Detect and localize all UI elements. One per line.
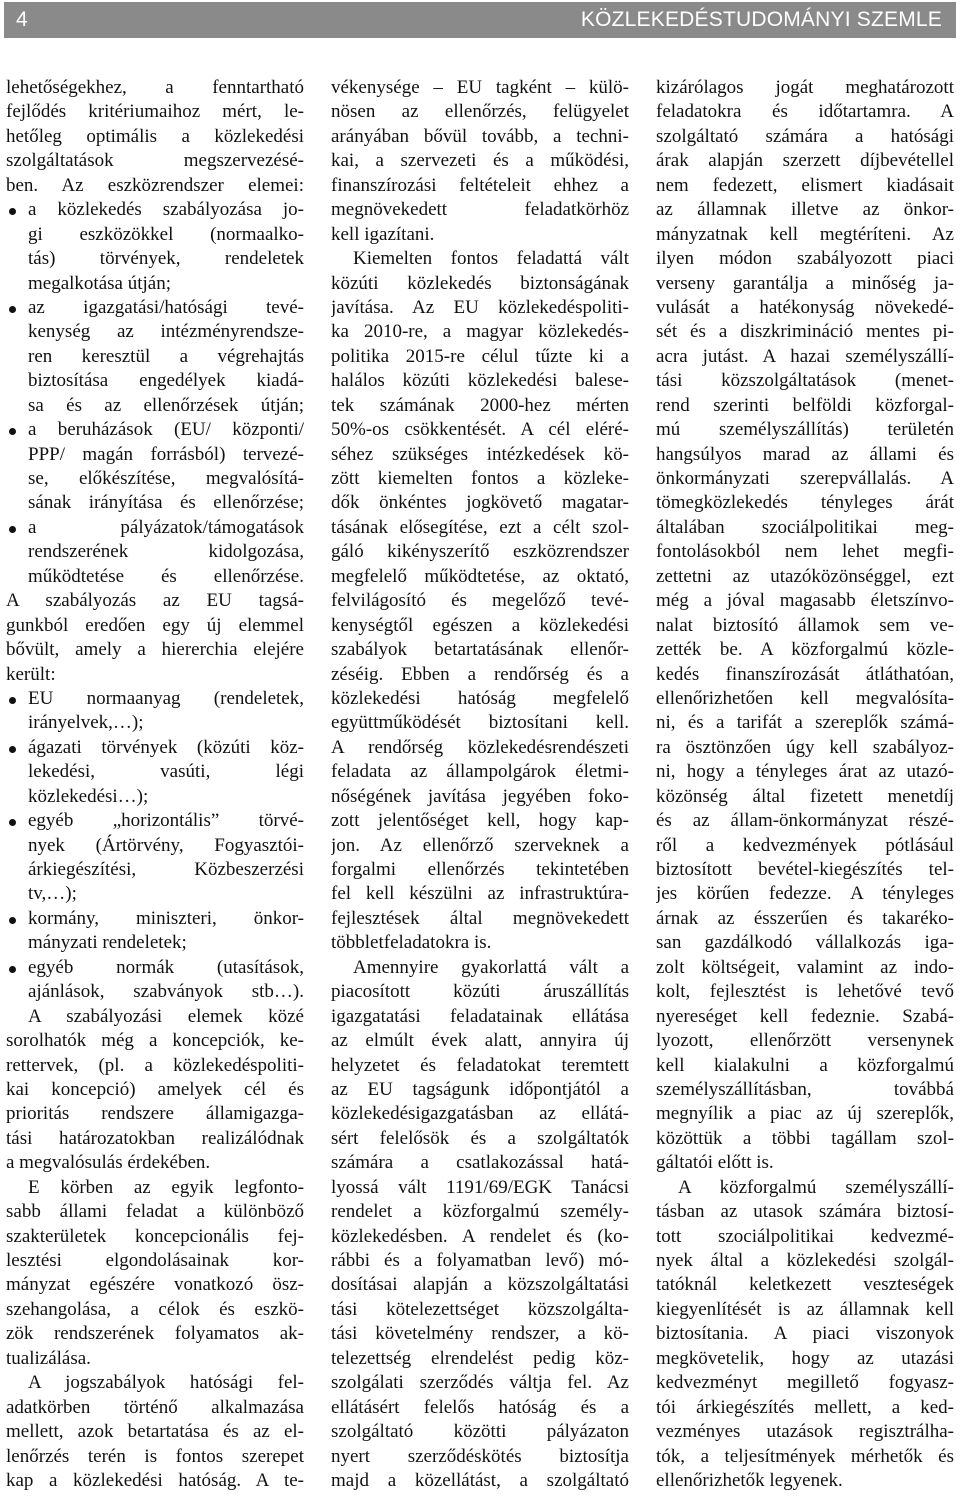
text-line: megkövetelik, hogy az utazási: [656, 1347, 954, 1369]
text-line: lyossá vált 1191/69/EGK Tanácsi: [331, 1176, 629, 1198]
text-line: zettetni az utazóközönséggel, ezt: [656, 565, 954, 587]
text-line: tott szociálpolitikai kedvezmé-: [656, 1225, 954, 1247]
text-line: kizárólagos jogát meghatározott: [656, 77, 954, 98]
text-line: kai, a szervezeti és a működési,: [331, 150, 629, 172]
text-line: gi eszközökkel (normaalko-: [28, 223, 304, 245]
text-line: kell igazítani.: [331, 223, 435, 245]
text-line: lekedési, vasúti, légi: [28, 761, 304, 783]
text-line: PPP/ magán forrásból) tervezé-: [28, 443, 304, 465]
text-line: önkormányzati szerepvállalás. A: [656, 468, 954, 489]
text-line: a közlekedés szabályozása jo-: [6, 198, 304, 222]
text-line: megalkotása útján;: [28, 272, 171, 294]
text-line: biztosított bevétel-kiegészítés tel-: [656, 859, 954, 880]
text-line: ka 2010-re, a magyar közlekedés-: [331, 321, 629, 343]
text-line: működtetése és ellenőrzése.: [28, 565, 304, 587]
text-line: egyéb normák (utasítások,: [6, 956, 304, 980]
text-line: mányzati rendeletek;: [28, 932, 187, 954]
text-line: az EU tagságunk időpontjától a: [331, 1078, 629, 1100]
text-line: általában szociálpolitikai meg-: [656, 516, 954, 538]
text-line: zolt költségeit, valamint az indo-: [656, 956, 954, 978]
text-line: rendelet a közforgalmú személy-: [331, 1201, 629, 1223]
text-line: tek számának 2000-hez mérten: [331, 394, 629, 416]
text-line: rendszerének kidolgozása,: [28, 541, 304, 563]
text-line: nyek által a közlekedési szolgál-: [656, 1250, 954, 1271]
text-line: lyozott, ellenőrzött versenynek: [656, 1030, 954, 1052]
text-line: tömegközlekedés tényleges árát: [656, 492, 954, 514]
text-line: szabályok betartatásának ellenőr-: [331, 639, 629, 661]
text-line: rend szerinti belföldi közforgal-: [656, 394, 954, 416]
text-line: és az állam-önkormányzat részé-: [656, 810, 954, 832]
text-line: irányelvek,…);: [28, 712, 144, 734]
text-line: kenységtől egészen a közlekedési: [331, 614, 629, 636]
text-line: majd a közellátást, a szolgáltató: [331, 1469, 629, 1491]
text-line: az államnak illetve az önkor-: [656, 199, 954, 221]
text-line: kormány, miniszteri, önkor-: [6, 907, 304, 931]
text-line: ni, és a tarifát a szereplők számá-: [656, 712, 954, 734]
text-line: nyereséget kell fedeznie. Szabá-: [656, 1005, 954, 1027]
text-line: sabb állami feladat a különböző: [6, 1201, 304, 1223]
text-line: még a jóval magasabb életszínvo-: [656, 590, 954, 612]
text-line: egyéb „horizontális” törvé-: [6, 809, 304, 833]
text-line: igazgatatási feladatainak ellátása: [331, 1005, 629, 1027]
text-line: ellátásért felelős hatóság és a: [331, 1396, 629, 1418]
text-line: feladata az állampolgárok életmi-: [331, 761, 629, 783]
text-line: A szabályozási elemek közé: [28, 1005, 304, 1027]
text-line: a pályázatok/támogatások: [6, 516, 304, 540]
text-line: piacosított közúti áruszállítás: [331, 981, 629, 1003]
text-line: tv,…);: [28, 883, 77, 905]
text-line: rettervek, (pl. a közlekedéspoliti-: [6, 1054, 304, 1076]
text-line: közöttük a többi tagállam szol-: [656, 1127, 954, 1149]
text-line: hangsúlyos marad az állami és: [656, 443, 954, 465]
text-line: tási közszolgáltatások (menet-: [656, 370, 954, 392]
text-line: zött kiemelten fontos a közleke-: [331, 468, 629, 489]
text-line: gáló kikényszerítő eszközrendszer: [331, 541, 629, 563]
text-line: személyszállításban, továbbá: [656, 1078, 954, 1100]
text-line: a beruházások (EU/ központi/: [6, 418, 304, 442]
text-line: ről a kedvezmények pótlásául: [656, 834, 954, 856]
text-line: ni, hogy a tényleges árat az utazó-: [656, 761, 954, 783]
text-line: mellett, azok betartatása és az el-: [6, 1421, 304, 1443]
text-line: tualizálása.: [6, 1347, 91, 1369]
text-line: gáltatói előtt is.: [656, 1152, 774, 1174]
text-line: szakterületek koncepcionális fej-: [6, 1225, 304, 1247]
text-line: ren keresztül a végrehajtás: [28, 345, 304, 367]
text-line: közlekedésigazgatásban az ellátá-: [331, 1103, 629, 1125]
text-line: vulását a hatékonyság növekedé-: [656, 296, 954, 318]
text-line: biztosítania. A piaci viszonyok: [656, 1323, 954, 1345]
text-line: zök rendszerének folyamatos ak-: [6, 1323, 304, 1345]
text-line: zették be. A közforgalmú közle-: [656, 639, 954, 661]
text-line: ra ösztönzően úgy kell szabályoz-: [656, 736, 954, 758]
text-line: tatóknál keletkezett veszteségek: [656, 1274, 954, 1296]
text-line: megfelelő működtetése, az oktató,: [331, 565, 629, 587]
text-line: Amennyire gyakorlattá vált a: [353, 956, 629, 978]
text-line: prioritás rendszere államigazga-: [6, 1103, 304, 1125]
text-line: ellenőrizhetően kell megvalósíta-: [656, 687, 954, 709]
text-line: közlekedési hatóság megfelelő: [331, 687, 629, 709]
text-line: árnak az ésszerűen és takaréko-: [656, 907, 954, 929]
text-line: dők önkéntes jogkövető magatar-: [331, 492, 629, 514]
text-line: ben. Az eszközrendszer elemei:: [6, 174, 304, 196]
text-line: E körben az egyik legfonto-: [28, 1176, 304, 1198]
text-line: az elmúlt évek alatt, annyira új: [331, 1030, 629, 1052]
text-line: telezettség elrendelést pedig köz-: [331, 1347, 629, 1369]
text-line: tásban az utasok számára biztosí-: [656, 1201, 954, 1223]
text-line: számára a csatlakozással hatá-: [331, 1152, 629, 1174]
text-line: ajánlások, szabványok stb…).: [28, 981, 304, 1003]
text-line: arányában bővül tovább, a techni-: [331, 125, 629, 147]
text-line: dosításai alapján a közszolgáltatási: [331, 1274, 629, 1296]
text-line: javítása. Az EU közlekedéspoliti-: [331, 296, 629, 318]
text-line: fejlesztések által megnövekedett: [331, 907, 629, 929]
text-line: szolgáltatások megszervezésé-: [6, 150, 304, 172]
text-line: a megvalósulás érdekében.: [6, 1152, 211, 1174]
page-number: 4: [16, 8, 28, 31]
text-line: kap a közlekedési hatóság. A te-: [6, 1469, 304, 1491]
text-line: többletfeladatokra is.: [331, 932, 492, 954]
text-line: fel kell készülni az infrastruktúra-: [331, 883, 629, 905]
text-line: ellenőrizhetők legyenek.: [656, 1469, 843, 1491]
text-line: sa és az ellenőrzések útján;: [28, 394, 304, 416]
text-line: halálos közúti közlekedési balese-: [331, 370, 629, 392]
text-line: nyert szerződéskötés biztosítja: [331, 1445, 629, 1467]
text-line: fejlődés kritériumaihoz mért, le-: [6, 101, 304, 123]
text-line: fontolásokból nem lehet megfi-: [656, 541, 954, 563]
text-line: Kiemelten fontos feladattá vált: [353, 248, 629, 270]
text-line: lenőrzés terén is fontos szerepet: [6, 1445, 304, 1467]
text-line: sét és a diszkrimináció mentes pi-: [656, 321, 954, 343]
text-line: sának irányítása és ellenőrzése;: [28, 492, 304, 514]
page-header: [4, 2, 956, 38]
text-line: A jogszabályok hatósági fel-: [28, 1372, 304, 1394]
text-line: jes körűen fedezze. A tényleges: [656, 883, 954, 905]
text-line: kai koncepció) amelyek cél és: [6, 1078, 304, 1100]
text-line: ágazati törvények (közúti köz-: [6, 736, 304, 760]
text-line: kell kialakulni a közforgalmú: [656, 1054, 954, 1076]
text-line: helyzetet és feladatokat teremtett: [331, 1054, 629, 1076]
text-line: sért felelősök és a szolgáltatók: [331, 1127, 629, 1149]
text-line: mányzat egészére vonatkozó ösz-: [6, 1274, 304, 1296]
text-line: tók, a teljesítmények mérhetők és: [656, 1445, 954, 1467]
text-line: vezményes utazások regisztrálha-: [656, 1421, 954, 1443]
text-line: zéséig. Ebben a rendőrség és a: [331, 663, 629, 685]
text-line: EU normaanyag (rendeletek,: [6, 687, 304, 711]
text-line: tás) törvények, rendeletek: [28, 248, 304, 270]
text-line: 50%-os csökkentését. A cél eléré-: [331, 419, 629, 441]
text-line: A rendőrség közlekedésrendészeti: [331, 736, 629, 758]
text-line: lesztési elgondolásainak kor-: [6, 1250, 304, 1271]
text-line: kenység az intézményrendsze-: [28, 321, 304, 343]
text-line: kedvezményt megillető fogyasz-: [656, 1372, 954, 1394]
text-line: tási kötelezettséget közszolgálta-: [331, 1298, 629, 1320]
text-line: se, előkészítése, megvalósítá-: [28, 468, 304, 489]
text-line: tásának elősegítése, ezt a célt szol-: [331, 516, 629, 538]
text-line: tási határozatokban realizálódnak: [6, 1127, 304, 1149]
text-line: feladatokra és időtartamra. A: [656, 101, 954, 123]
text-line: zott jelentőséget kell, hogy kap-: [331, 810, 629, 832]
journal-title: KÖZLEKEDÉSTUDOMÁNYI SZEMLE: [580, 8, 942, 31]
text-line: finanszírozási feltételeit ehhez a: [331, 174, 629, 196]
text-line: rábbi és a folyamatban levő) mó-: [331, 1250, 629, 1271]
text-column-2: [331, 76, 629, 1496]
text-column-1: [6, 76, 304, 1496]
text-line: közlekedési…);: [28, 785, 149, 807]
text-line: acra jutást. A hazai személyszállí-: [656, 345, 954, 367]
text-line: séhez szükséges intézkedések kö-: [331, 443, 629, 465]
text-line: lehetőségekhez, a fenntartható: [6, 77, 304, 98]
text-line: tói árkiegészítés mellett, a ked-: [656, 1396, 954, 1418]
text-line: adatkörben történő alkalmazása: [6, 1396, 304, 1418]
text-line: az igazgatási/hatósági tevé-: [6, 296, 304, 320]
text-line: árak alapján szerzett díjbevétellel: [656, 150, 954, 172]
text-line: sorolhatók még a koncepciók, ke-: [6, 1030, 304, 1052]
text-line: forgalmi ellenőrzés tekintetében: [331, 859, 629, 880]
text-column-3: [656, 76, 954, 1496]
text-line: került:: [6, 663, 56, 685]
text-line: bővült, amely a hiererchia elejére: [6, 639, 304, 661]
text-line: biztosítása engedélyek kiadá-: [28, 370, 304, 392]
text-line: szehangolása, a célok és eszkö-: [6, 1298, 304, 1320]
text-line: közlekedésben. A rendelet és (ko-: [331, 1225, 629, 1247]
text-line: mú személyszállítás) területén: [656, 419, 954, 441]
text-line: politika 2015-re célul tűzte ki a: [331, 345, 629, 367]
text-line: jon. Az ellenőrző szerveknek a: [331, 834, 629, 856]
text-line: megnyílik a piac az új szereplők,: [656, 1103, 954, 1125]
text-line: közönség által fizetett menetdíj: [656, 785, 954, 807]
text-line: nalat biztosító államok sem ve-: [656, 614, 954, 636]
text-line: gunkból eredően egy új elemmel: [6, 614, 304, 636]
text-line: kiegyenlítését is az államnak kell: [656, 1298, 954, 1320]
text-line: kolt, fejlesztést is lehetővé tevő: [656, 981, 954, 1003]
text-line: vékenysége – EU tagként – külö-: [331, 77, 629, 98]
text-line: nösen az ellenőrzés, felügyelet: [331, 101, 629, 123]
text-line: mányzatnak kell megtéríteni. Az: [656, 223, 954, 245]
text-line: nyek (Ártörvény, Fogyasztói-: [28, 834, 304, 856]
text-line: A szabályozás az EU tagsá-: [6, 590, 304, 612]
text-line: közúti közlekedés biztonságának: [331, 272, 629, 294]
text-line: szolgáltató számára a hatósági: [656, 125, 954, 147]
text-line: szolgáltató közötti pályázaton: [331, 1421, 629, 1443]
text-line: szolgálati szerződés váltja fel. Az: [331, 1372, 629, 1394]
text-line: ilyen módon szabályozott piaci: [656, 248, 954, 270]
text-line: nem fedezett, elismert kiadásait: [656, 174, 954, 196]
text-line: nőségének javítása jegyében foko-: [331, 785, 629, 807]
text-line: hetőleg optimális a közlekedési: [6, 125, 304, 147]
text-line: san gazdálkodó vállalkozás iga-: [656, 932, 954, 954]
text-line: együttműködését biztosítani kell.: [331, 712, 629, 734]
text-line: verseny garantálja a minőség ja-: [656, 272, 954, 294]
text-line: felvilágosító és megelőző tevé-: [331, 590, 629, 612]
text-line: kedés finanszírozását átláthatóan,: [656, 663, 954, 685]
text-line: tási követelmény rendszer, a kö-: [331, 1323, 629, 1345]
text-line: A közforgalmú személyszállí-: [678, 1176, 954, 1198]
text-line: árkiegészítési, Közbeszerzési: [28, 859, 304, 880]
text-line: megnövekedett feladatkörhöz: [331, 199, 629, 221]
